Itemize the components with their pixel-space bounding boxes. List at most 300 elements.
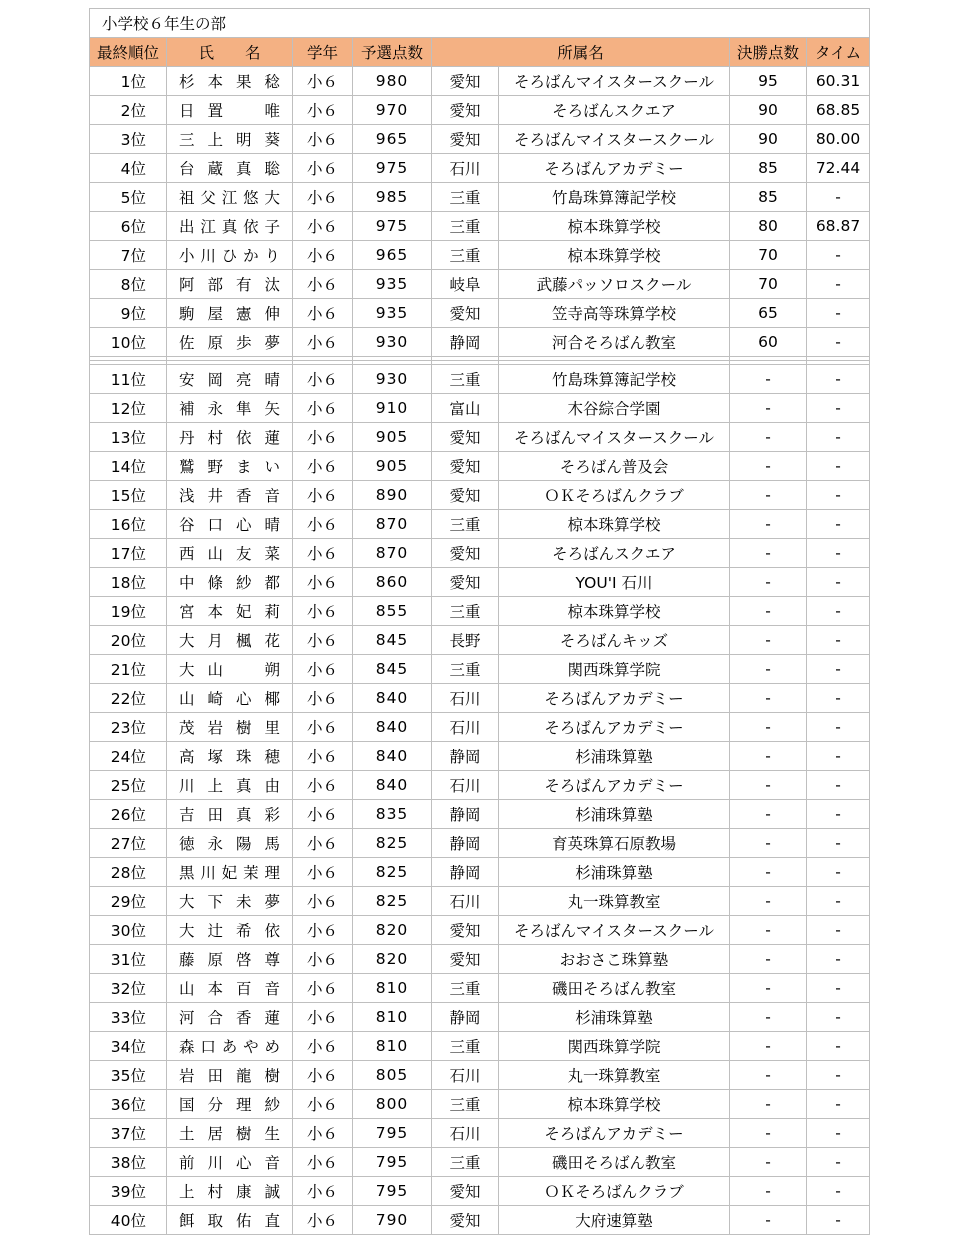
prelim-score-cell: 795 [353,1119,432,1148]
final-score-cell: - [730,887,807,916]
prefecture-cell: 岐阜 [432,270,499,299]
table-row [90,1061,870,1090]
name-cell: 浅井香音 [167,481,293,510]
name-cell: 川上真由 [167,771,293,800]
final-score-cell: - [730,626,807,655]
prelim-score-cell: 845 [353,626,432,655]
prelim-score-cell: 820 [353,916,432,945]
final-score-cell: - [730,974,807,1003]
grade-cell: 小６ [293,655,353,684]
affiliation-cell: 杉浦珠算塾 [499,1003,730,1032]
rank-cell: 10位 [90,328,167,357]
time-cell: - [807,771,870,800]
table-row [90,539,870,568]
rank-cell: 27位 [90,829,167,858]
rank-cell: 24位 [90,742,167,771]
table-row [90,154,870,183]
time-cell: - [807,713,870,742]
prefecture-cell: 石川 [432,1119,499,1148]
prefecture-cell: 石川 [432,771,499,800]
prefecture-cell: 富山 [432,394,499,423]
time-cell: - [807,423,870,452]
final-score-cell: - [730,771,807,800]
rank-cell: 33位 [90,1003,167,1032]
grade-cell: 小６ [293,365,353,394]
name-cell: 土居樹生 [167,1119,293,1148]
rank-cell: 16位 [90,510,167,539]
prelim-score-cell: 855 [353,597,432,626]
table-row [90,1148,870,1177]
rank-cell: 22位 [90,684,167,713]
affiliation-cell: 育英珠算石原教場 [499,829,730,858]
grade-cell: 小６ [293,974,353,1003]
table-row [90,1003,870,1032]
rank-cell: 18位 [90,568,167,597]
name-cell: 大月楓花 [167,626,293,655]
final-score-cell: - [730,1119,807,1148]
rank-cell: 5位 [90,183,167,212]
prefecture-cell: 三重 [432,974,499,1003]
name-cell: 森口あやめ [167,1032,293,1061]
grade-cell: 小６ [293,510,353,539]
name-cell: 安岡亮晴 [167,365,293,394]
grade-cell: 小６ [293,270,353,299]
time-cell: - [807,858,870,887]
table-row [90,1177,870,1206]
name-cell: 大山 朔 [167,655,293,684]
table-row [90,568,870,597]
table-row [90,1090,870,1119]
header-name: 氏 名 [167,38,293,67]
time-cell: - [807,916,870,945]
affiliation-cell: そろばんアカデミー [499,154,730,183]
prefecture-cell: 愛知 [432,1206,499,1235]
name-cell: 小川ひかり [167,241,293,270]
prelim-score-cell: 985 [353,183,432,212]
name-cell: 三上明葵 [167,125,293,154]
affiliation-cell: おおさこ珠算塾 [499,945,730,974]
prelim-score-cell: 825 [353,858,432,887]
time-cell: 60.31 [807,67,870,96]
table-row [90,655,870,684]
table-row [90,452,870,481]
prelim-score-cell: 870 [353,510,432,539]
name-cell: 日置 唯 [167,96,293,125]
grade-cell: 小６ [293,568,353,597]
header-prelim-score: 予選点数 [353,38,432,67]
grade-cell: 小６ [293,328,353,357]
affiliation-cell: 武藤パッソロスクール [499,270,730,299]
table-row [90,771,870,800]
name-cell: 高塚珠穂 [167,742,293,771]
grade-cell: 小６ [293,423,353,452]
final-score-cell: - [730,1061,807,1090]
final-score-cell: - [730,829,807,858]
grade-cell: 小６ [293,1003,353,1032]
time-cell: - [807,1206,870,1235]
grade-cell: 小６ [293,1148,353,1177]
table-row [90,481,870,510]
final-score-cell: 60 [730,328,807,357]
prelim-score-cell: 930 [353,365,432,394]
header-affiliation: 所属名 [432,38,730,67]
prefecture-cell: 石川 [432,684,499,713]
prelim-score-cell: 910 [353,394,432,423]
name-cell: 前川心音 [167,1148,293,1177]
prelim-score-cell: 810 [353,1003,432,1032]
table-row [90,974,870,1003]
table-row [90,1206,870,1235]
prelim-score-cell: 980 [353,67,432,96]
prelim-score-cell: 795 [353,1148,432,1177]
prelim-score-cell: 905 [353,452,432,481]
table-row [90,684,870,713]
name-cell: 鷲野まい [167,452,293,481]
affiliation-cell: 杉浦珠算塾 [499,858,730,887]
time-cell: - [807,626,870,655]
final-score-cell: - [730,423,807,452]
table-row [90,125,870,154]
header-row [90,38,870,67]
results-body [90,67,870,1235]
time-cell: - [807,1148,870,1177]
rank-cell: 7位 [90,241,167,270]
time-cell: - [807,452,870,481]
prelim-score-cell: 975 [353,212,432,241]
prelim-score-cell: 810 [353,1032,432,1061]
name-cell: 黒川妃茉理 [167,858,293,887]
affiliation-cell: そろばんマイスタースクール [499,423,730,452]
header-time: タイム [807,38,870,67]
time-cell: - [807,597,870,626]
name-cell: 丹村依蓮 [167,423,293,452]
affiliation-cell: 磯田そろばん教室 [499,974,730,1003]
prefecture-cell: 三重 [432,183,499,212]
grade-cell: 小６ [293,1032,353,1061]
prefecture-cell: 静岡 [432,829,499,858]
grade-cell: 小６ [293,771,353,800]
rank-cell: 15位 [90,481,167,510]
rank-cell: 32位 [90,974,167,1003]
prefecture-cell: 静岡 [432,1003,499,1032]
affiliation-cell: 竹島珠算簿記学校 [499,365,730,394]
table-row [90,858,870,887]
prefecture-cell: 石川 [432,1061,499,1090]
grade-cell: 小６ [293,96,353,125]
time-cell: - [807,1177,870,1206]
header-grade: 学年 [293,38,353,67]
name-cell: 西山友菜 [167,539,293,568]
rank-cell: 11位 [90,365,167,394]
rank-cell: 38位 [90,1148,167,1177]
table-row [90,742,870,771]
prefecture-cell: 静岡 [432,858,499,887]
table-row [90,241,870,270]
final-score-cell: - [730,365,807,394]
name-cell: 河合香蓮 [167,1003,293,1032]
name-cell: 徳永陽馬 [167,829,293,858]
prelim-score-cell: 935 [353,270,432,299]
prefecture-cell: 愛知 [432,481,499,510]
rank-cell: 21位 [90,655,167,684]
prefecture-cell: 三重 [432,1032,499,1061]
header-final-score: 決勝点数 [730,38,807,67]
final-score-cell: 80 [730,212,807,241]
prelim-score-cell: 965 [353,241,432,270]
time-cell: 68.85 [807,96,870,125]
name-cell: 杉本果稔 [167,67,293,96]
prelim-score-cell: 845 [353,655,432,684]
final-score-cell: - [730,916,807,945]
prelim-score-cell: 905 [353,423,432,452]
final-score-cell: - [730,510,807,539]
table-row [90,916,870,945]
prelim-score-cell: 840 [353,771,432,800]
affiliation-cell: 大府速算塾 [499,1206,730,1235]
table-row [90,394,870,423]
final-score-cell: - [730,539,807,568]
final-score-cell: 85 [730,183,807,212]
grade-cell: 小６ [293,1090,353,1119]
prefecture-cell: 愛知 [432,423,499,452]
prefecture-cell: 三重 [432,1148,499,1177]
time-cell: - [807,1119,870,1148]
grade-cell: 小６ [293,800,353,829]
prefecture-cell: 静岡 [432,742,499,771]
rank-cell: 3位 [90,125,167,154]
table-row [90,212,870,241]
grade-cell: 小６ [293,829,353,858]
time-cell: - [807,655,870,684]
time-cell: - [807,974,870,1003]
affiliation-cell: そろばんキッズ [499,626,730,655]
name-cell: 餌取佑直 [167,1206,293,1235]
time-cell: - [807,800,870,829]
rank-cell: 30位 [90,916,167,945]
results-table [89,8,870,1235]
rank-cell: 2位 [90,96,167,125]
time-cell: - [807,1003,870,1032]
prelim-score-cell: 790 [353,1206,432,1235]
final-score-cell: - [730,1032,807,1061]
name-cell: 藤原啓尊 [167,945,293,974]
prelim-score-cell: 970 [353,96,432,125]
prelim-score-cell: 825 [353,829,432,858]
grade-cell: 小６ [293,183,353,212]
prefecture-cell: 愛知 [432,452,499,481]
grade-cell: 小６ [293,212,353,241]
time-cell: - [807,328,870,357]
final-score-cell: - [730,394,807,423]
time-cell: - [807,568,870,597]
name-cell: 大下未夢 [167,887,293,916]
time-cell: - [807,510,870,539]
table-row [90,713,870,742]
final-score-cell: - [730,568,807,597]
name-cell: 宮本妃莉 [167,597,293,626]
grade-cell: 小６ [293,394,353,423]
affiliation-cell: 竹島珠算簿記学校 [499,183,730,212]
table-row [90,1119,870,1148]
final-score-cell: 65 [730,299,807,328]
time-cell: - [807,365,870,394]
time-cell: - [807,481,870,510]
table-row [90,800,870,829]
time-cell: - [807,887,870,916]
rank-cell: 13位 [90,423,167,452]
name-cell: 吉田真彩 [167,800,293,829]
affiliation-cell: 関西珠算学院 [499,655,730,684]
time-cell: - [807,1090,870,1119]
prefecture-cell: 三重 [432,655,499,684]
prelim-score-cell: 825 [353,887,432,916]
prefecture-cell: 静岡 [432,328,499,357]
name-cell: 阿部有汰 [167,270,293,299]
name-cell: 岩田龍樹 [167,1061,293,1090]
final-score-cell: - [730,1148,807,1177]
rank-cell: 35位 [90,1061,167,1090]
prefecture-cell: 愛知 [432,96,499,125]
table-row [90,96,870,125]
prelim-score-cell: 820 [353,945,432,974]
name-cell: 大辻希依 [167,916,293,945]
name-cell: 祖父江悠大 [167,183,293,212]
prefecture-cell: 長野 [432,626,499,655]
final-score-cell: 85 [730,154,807,183]
prelim-score-cell: 870 [353,539,432,568]
grade-cell: 小６ [293,858,353,887]
final-score-cell: - [730,742,807,771]
time-cell: - [807,539,870,568]
rank-cell: 36位 [90,1090,167,1119]
name-cell: 山崎心椰 [167,684,293,713]
grade-cell: 小６ [293,539,353,568]
prefecture-cell: 愛知 [432,539,499,568]
prefecture-cell: 愛知 [432,568,499,597]
table-row [90,829,870,858]
grade-cell: 小６ [293,597,353,626]
table-row [90,299,870,328]
prelim-score-cell: 935 [353,299,432,328]
final-score-cell: - [730,1090,807,1119]
table-row [90,887,870,916]
title-row [90,9,870,38]
name-cell: 谷口心晴 [167,510,293,539]
rank-cell: 23位 [90,713,167,742]
grade-cell: 小６ [293,1119,353,1148]
affiliation-cell: そろばんマイスタースクール [499,916,730,945]
grade-cell: 小６ [293,125,353,154]
final-score-cell: - [730,452,807,481]
prefecture-cell: 石川 [432,154,499,183]
affiliation-cell: 椋本珠算学校 [499,510,730,539]
rank-cell: 31位 [90,945,167,974]
prelim-score-cell: 965 [353,125,432,154]
table-row [90,67,870,96]
affiliation-cell: そろばんスクエア [499,96,730,125]
prelim-score-cell: 840 [353,684,432,713]
prefecture-cell: 三重 [432,597,499,626]
grade-cell: 小６ [293,481,353,510]
affiliation-cell: そろばんアカデミー [499,771,730,800]
affiliation-cell: 杉浦珠算塾 [499,742,730,771]
rank-cell: 34位 [90,1032,167,1061]
table-row [90,1032,870,1061]
grade-cell: 小６ [293,713,353,742]
rank-cell: 20位 [90,626,167,655]
prefecture-cell: 愛知 [432,67,499,96]
affiliation-cell: 杉浦珠算塾 [499,800,730,829]
affiliation-cell: そろばんマイスタースクール [499,125,730,154]
time-cell: - [807,742,870,771]
rank-cell: 12位 [90,394,167,423]
table-row [90,365,870,394]
affiliation-cell: そろばんアカデミー [499,713,730,742]
prefecture-cell: 三重 [432,365,499,394]
rank-cell: 37位 [90,1119,167,1148]
prelim-score-cell: 840 [353,742,432,771]
final-score-cell: - [730,1177,807,1206]
time-cell: - [807,945,870,974]
prelim-score-cell: 860 [353,568,432,597]
prelim-score-cell: 975 [353,154,432,183]
final-score-cell: 70 [730,270,807,299]
grade-cell: 小６ [293,299,353,328]
name-cell: 佐原歩夢 [167,328,293,357]
final-score-cell: 95 [730,67,807,96]
affiliation-cell: そろばん普及会 [499,452,730,481]
prelim-score-cell: 810 [353,974,432,1003]
time-cell: - [807,684,870,713]
name-cell: 上村康誠 [167,1177,293,1206]
prefecture-cell: 三重 [432,241,499,270]
final-score-cell: 70 [730,241,807,270]
time-cell: - [807,394,870,423]
grade-cell: 小６ [293,1177,353,1206]
final-score-cell: - [730,1003,807,1032]
name-cell: 茂岩樹里 [167,713,293,742]
table-row [90,626,870,655]
time-cell: - [807,1032,870,1061]
grade-cell: 小６ [293,1206,353,1235]
rank-cell: 17位 [90,539,167,568]
affiliation-cell: 丸一珠算教室 [499,887,730,916]
grade-cell: 小６ [293,1061,353,1090]
rank-cell: 9位 [90,299,167,328]
affiliation-cell: 河合そろばん教室 [499,328,730,357]
table-row [90,270,870,299]
name-cell: 台蔵真聡 [167,154,293,183]
time-cell: - [807,299,870,328]
affiliation-cell: 椋本珠算学校 [499,1090,730,1119]
rank-cell: 19位 [90,597,167,626]
final-score-cell: - [730,858,807,887]
rank-cell: 4位 [90,154,167,183]
time-cell: - [807,183,870,212]
rank-cell: 39位 [90,1177,167,1206]
affiliation-cell: YOU'I 石川 [499,568,730,597]
time-cell: - [807,270,870,299]
rank-cell: 26位 [90,800,167,829]
affiliation-cell: 木谷綜合学園 [499,394,730,423]
final-score-cell: - [730,655,807,684]
prefecture-cell: 愛知 [432,299,499,328]
time-cell: - [807,241,870,270]
final-score-cell: - [730,1206,807,1235]
affiliation-cell: 椋本珠算学校 [499,597,730,626]
header-rank: 最終順位 [90,38,167,67]
grade-cell: 小６ [293,452,353,481]
